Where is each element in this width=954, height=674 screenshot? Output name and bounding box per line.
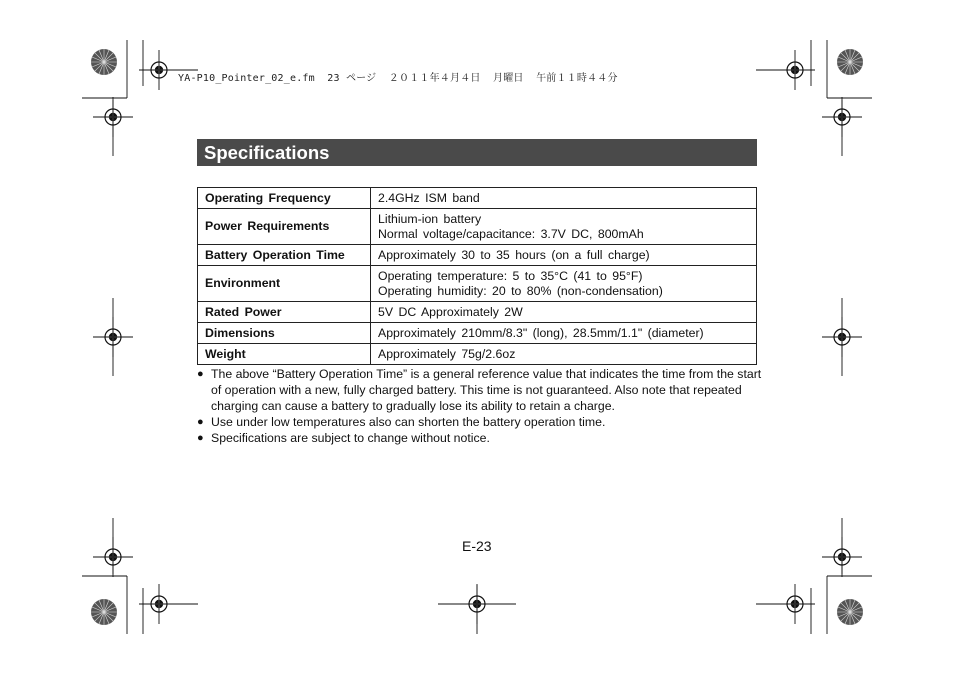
- table-row: [198, 188, 757, 209]
- starburst-icon: [837, 49, 863, 75]
- starburst-icon: [91, 599, 117, 625]
- spec-label: Environment: [198, 266, 371, 302]
- spec-label: Power Requirements: [198, 209, 371, 245]
- spec-value-line: Lithium-ion battery: [378, 211, 482, 226]
- note-text: Specifications are subject to change without notice.: [211, 431, 490, 445]
- list-item: [197, 366, 762, 414]
- spec-value-line: 5V DC Approximately 2W: [378, 304, 523, 319]
- table-row: [198, 302, 757, 323]
- spec-label: Dimensions: [198, 323, 371, 344]
- starburst-icon: [91, 49, 117, 75]
- list-item: [197, 430, 762, 446]
- spec-value-line: Operating humidity: 20 to 80% (non-condensation): [378, 283, 663, 298]
- file-header-line: YA-P10_Pointer_02_e.fm 23 ページ ２０１１年４月４日 月曜日 午前１１時４４分: [178, 73, 618, 84]
- spec-value: [371, 344, 757, 365]
- spec-value: [371, 245, 757, 266]
- spec-value: [371, 209, 757, 245]
- spec-value: [371, 323, 757, 344]
- spec-value-line: Approximately 30 to 35 hours (on a full charge): [378, 247, 650, 262]
- page-number: E-23: [462, 538, 492, 554]
- spec-value-line: Normal voltage/capacitance: 3.7V DC, 800mAh: [378, 226, 644, 241]
- note-text: The above “Battery Operation Time” is a general reference value that indicates the time from the start of operation with a new, fully charged battery. This time is not guaranteed. Also note that repeated charging can cause a battery to gradually lose its ability to retain a charge.: [211, 367, 762, 413]
- bullet-icon: ●: [197, 432, 204, 444]
- specifications-table: [197, 187, 757, 365]
- list-item: [197, 414, 762, 430]
- spec-label: Battery Operation Time: [198, 245, 371, 266]
- spec-value: [371, 266, 757, 302]
- table-row: [198, 245, 757, 266]
- spec-value-line: 2.4GHz ISM band: [378, 190, 480, 205]
- bullet-icon: ●: [197, 416, 204, 428]
- bullet-icon: ●: [197, 368, 204, 380]
- table-row: [198, 323, 757, 344]
- table-row: [198, 344, 757, 365]
- table-row: [198, 209, 757, 245]
- notes-list: [197, 366, 762, 446]
- spec-label: Rated Power: [198, 302, 371, 323]
- table-row: [198, 266, 757, 302]
- spec-value-line: Operating temperature: 5 to 35°C (41 to 95°F): [378, 268, 643, 283]
- spec-label: Weight: [198, 344, 371, 365]
- spec-value-line: Approximately 75g/2.6oz: [378, 346, 516, 361]
- spec-value-line: Approximately 210mm/8.3" (long), 28.5mm/1.1" (diameter): [378, 325, 704, 340]
- section-title: Specifications: [197, 139, 757, 166]
- spec-label: Operating Frequency: [198, 188, 371, 209]
- starburst-icon: [837, 599, 863, 625]
- spec-value: [371, 188, 757, 209]
- note-text: Use under low temperatures also can shorten the battery operation time.: [211, 415, 606, 429]
- spec-value: [371, 302, 757, 323]
